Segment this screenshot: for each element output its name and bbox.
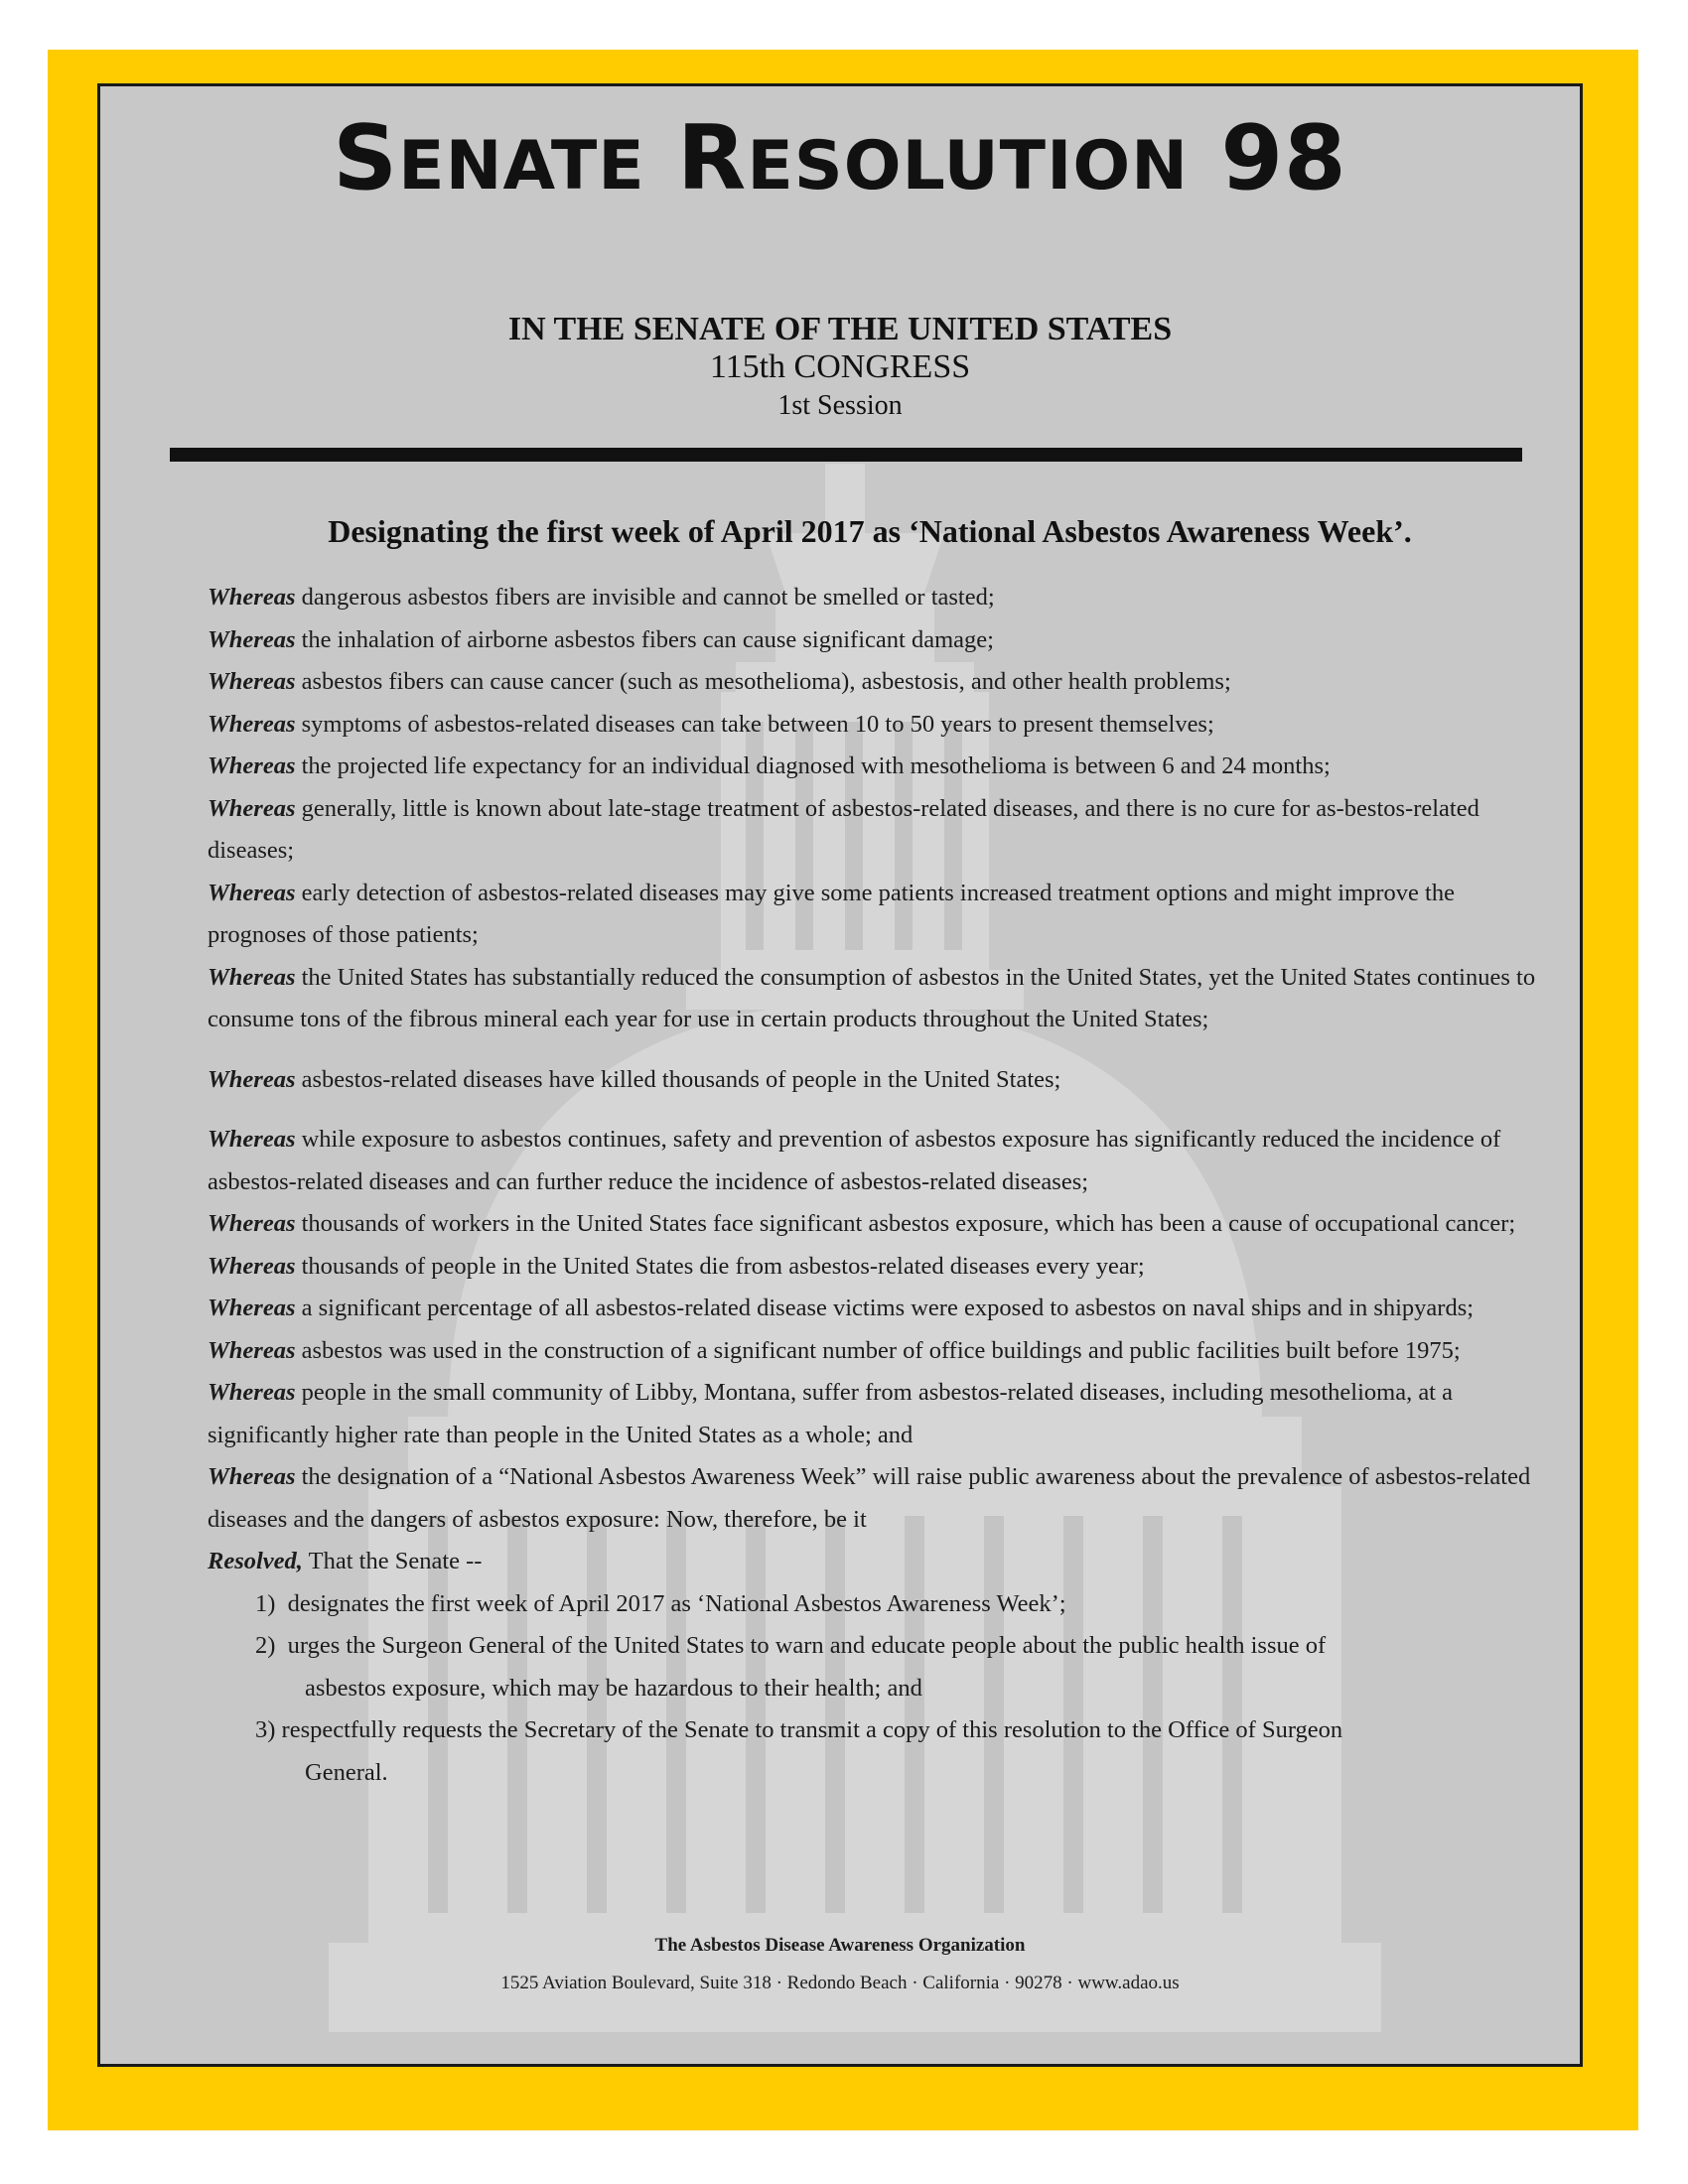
- resolution-item: 3) respectfully requests the Secretary of the Senate to transmit a copy of this resolution to the Office of Surgeon General.: [255, 1716, 1343, 1786]
- whereas-clause: Whereas asbestos fibers can cause cancer (such as mesothelioma), asbestosis, and other health problems;: [208, 668, 1231, 695]
- whereas-clause: Whereas generally, little is known about late-stage treatment of asbestos-related diseases, and there is no cure for as-bestos-related diseases;: [208, 794, 1479, 864]
- footer-address: 1525 Aviation Boulevard, Suite 318 · Redondo Beach · California · 90278 · www.adao.us: [500, 1973, 1180, 1993]
- whereas-clause: Whereas the United States has substantially reduced the consumption of asbestos in the United States, yet the United States continues to consume tons of the fibrous mineral each year for use in certain products throughout the United States;: [208, 963, 1536, 1032]
- whereas-clause: Whereas asbestos was used in the construction of a significant number of office buildings and public facilities built before 1975;: [208, 1336, 1461, 1364]
- footer-organization: The Asbestos Disease Awareness Organization: [654, 1935, 1026, 1956]
- resolution-body: [208, 577, 1538, 1794]
- resolution-items: [208, 1583, 1538, 1795]
- senate-heading: IN THE SENATE OF THE UNITED STATES: [507, 311, 1173, 347]
- whereas-clause: Whereas thousands of workers in the United States face significant asbestos exposure, which has been a cause of occupational cancer;: [208, 1210, 1516, 1237]
- resolution-subject: Designating the first week of April 2017 as ‘National Asbestos Awareness Week’.: [328, 513, 1412, 549]
- whereas-clause: Whereas the designation of a “National Asbestos Awareness Week” will raise public awareness about the prevalence of asbestos-related diseases and the dangers of asbestos exposure: Now, therefore, be it: [208, 1463, 1531, 1533]
- resolution-panel: [97, 83, 1583, 2067]
- whereas-clause: Whereas early detection of asbestos-related diseases may give some patients increased treatment options and might improve the prognoses of those patients;: [208, 879, 1455, 948]
- congress-heading: 115th CONGRESS: [709, 348, 971, 385]
- whereas-clause: Whereas dangerous asbestos fibers are invisible and cannot be smelled or tasted;: [208, 584, 995, 611]
- resolution-item: 2) urges the Surgeon General of the United States to warn and educate people about the public health issue of asbestos exposure, which may be hazardous to their health; and: [255, 1632, 1327, 1702]
- page-title: SENATE RESOLUTION 98: [333, 106, 1347, 210]
- whereas-clause: Whereas asbestos-related diseases have killed thousands of people in the United States;: [208, 1065, 1061, 1093]
- divider-rule: [170, 448, 1522, 462]
- whereas-clause: Whereas people in the small community of Libby, Montana, suffer from asbestos-related diseases, including mesothelioma, at a significantly higher rate than people in the United States as a whole; and: [208, 1379, 1453, 1448]
- session-heading: 1st Session: [777, 390, 903, 421]
- whereas-clause: Whereas symptoms of asbestos-related diseases can take between 10 to 50 years to present themselves;: [208, 710, 1214, 738]
- whereas-clause: Whereas while exposure to asbestos continues, safety and prevention of asbestos exposure has significantly reduced the incidence of asbestos-related diseases and can further reduce the incidence of asbestos-related diseases;: [208, 1126, 1501, 1195]
- resolved-clause: Resolved, That the Senate --: [208, 1548, 483, 1574]
- whereas-clause: Whereas thousands of people in the United States die from asbestos-related diseases every year;: [208, 1252, 1145, 1280]
- whereas-clause: Whereas the inhalation of airborne asbestos fibers can cause significant damage;: [208, 625, 994, 653]
- resolution-item: 1) designates the first week of April 2017 as ‘National Asbestos Awareness Week’;: [255, 1589, 1066, 1617]
- whereas-clause: Whereas the projected life expectancy for an individual diagnosed with mesothelioma is between 6 and 24 months;: [208, 752, 1331, 779]
- whereas-clause: Whereas a significant percentage of all asbestos-related disease victims were exposed to asbestos on naval ships and in shipyards;: [208, 1295, 1475, 1321]
